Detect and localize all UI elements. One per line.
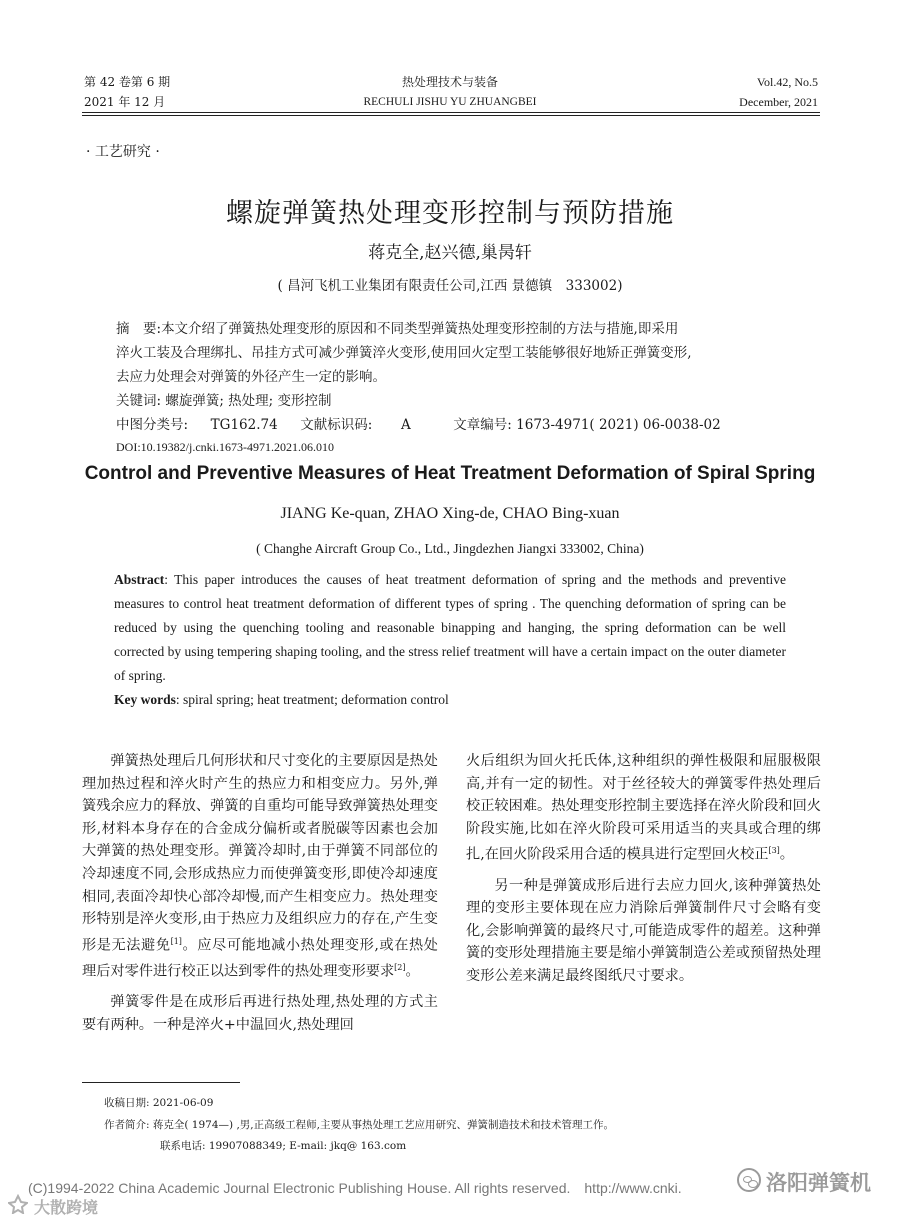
authors-cn: 蒋克全,赵兴德,巢昺轩 <box>368 243 532 263</box>
abstract-cn-line-2: 淬火工装及合理绑扎、吊挂方式可减少弹簧淬火变形,使用回火定型工装能够很好地矫正弹簧变形, <box>116 345 692 361</box>
citation-3: [3] <box>768 846 780 856</box>
article-number-label: 文章编号: <box>453 417 512 433</box>
body-left-paragraph-2: 弹簧零件是在成形后再进行热处理,热处理的方式主要有两种。一种是淬火+中温回火,热处理回 <box>82 994 438 1033</box>
citation-1: [1] <box>170 936 182 946</box>
journal-name-en: RECHULI JISHU YU ZHUANGBEI <box>363 96 537 108</box>
keywords-en-label: Key words <box>114 692 176 707</box>
title-en: Control and Preventive Measures of Heat Treatment Deformation of Spiral Spring <box>84 463 816 484</box>
article-number: 1673-4971( 2021) 06-0038-02 <box>516 417 721 433</box>
abstract-cn-label: 摘 要: <box>116 321 162 337</box>
abstract-en-label: Abstract <box>114 572 165 587</box>
wechat-icon <box>737 1168 761 1192</box>
keywords-cn: 关键词: 螺旋弹簧; 热处理; 变形控制 <box>116 393 332 409</box>
affiliation-en: ( Changhe Aircraft Group Co., Ltd., Jingdezhen Jiangxi 333002, China) <box>256 541 644 556</box>
watermark-right: 洛阳弹簧机 <box>766 1171 871 1195</box>
body-right-paragraph-1 <box>466 750 821 867</box>
citation-2: [2] <box>394 963 406 973</box>
abstract-cn-line-1: 本文介绍了弹簧热处理变形的原因和不同类型弹簧热处理变形控制的方法与措施,即采用 <box>161 321 679 337</box>
copyright-notice: (C)1994-2022 China Academic Journal Electronic Publishing House. All rights reserved. http://www.cnki. <box>28 1180 682 1196</box>
authors-en: JIANG Ke-quan, ZHAO Xing-de, CHAO Bing-xuan <box>280 505 620 522</box>
body-right-column <box>466 750 821 988</box>
volume-date: December, 2021 <box>739 95 818 109</box>
footnote-author: 作者简介: 蒋克全( 1974—) ,男,正高级工程师,主要从事热处理工艺应用研究、弹簧制造技术和技术管理工作。 <box>104 1119 614 1131</box>
section-label: · 工艺研究 · <box>86 144 160 160</box>
classification-line <box>116 413 816 437</box>
abstract-en-text: : This paper introduces the causes of heat treatment deformation of spring and the methods and preventive measures to control heat treatment deformation of different types of spring . The quenching deformation of spring can be reduced by using the quenching tooling and reasonable binapping and hanging, the spring deformation can be well corrected by using tempering shaping tooling, and the stress relief treatment will have a certain impact on the outer diameter of spring. <box>114 572 786 683</box>
affiliation-cn: ( 昌河飞机工业集团有限责任公司,江西 景德镇 333002) <box>277 278 623 294</box>
doc-code: A <box>400 417 411 433</box>
body-right-p1-text: 火后组织为回火托氏体,这种组织的弹性极限和屈服极限高,并有一定的韧性。对于丝径较大的弹簧零件热处理后校正较困难。热处理变形控制主要选择在淬火阶段和回火阶段实施,比如在淬火阶段可采用适当的夹具或合理的绑扎,在回火阶段采用合适的模具进行定型回火校正 <box>466 753 821 864</box>
watermark-left: 大散跨境 <box>34 1198 99 1217</box>
issue-number: 第 42 卷第 6 期 <box>84 75 171 89</box>
abstract-en <box>114 568 786 688</box>
doi: DOI:10.19382/j.cnki.1673-4971.2021.06.010 <box>116 440 334 454</box>
journal-name-cn: 热处理技术与装备 <box>401 75 498 89</box>
clc-code: TG162.74 <box>210 417 278 433</box>
footnote-contact: 联系电话: 19907088349; E-mail: jkq@ 163.com <box>160 1140 407 1152</box>
clc-label: 中图分类号: <box>116 417 189 433</box>
keywords-en-text: : spiral spring; heat treatment; deformation control <box>175 692 449 707</box>
doc-code-label: 文献标识码: <box>300 417 373 433</box>
issue-date: 2021 年 12 月 <box>84 95 166 109</box>
body-left-paragraph-1 <box>82 750 438 983</box>
volume-number: Vol.42, No.5 <box>756 75 818 89</box>
header-rule-2 <box>82 115 820 116</box>
abstract-cn-line-3: 去应力处理会对弹簧的外径产生一定的影响。 <box>116 369 386 385</box>
keywords-en <box>114 688 786 712</box>
footnote-received: 收稿日期: 2021-06-09 <box>104 1097 214 1109</box>
footnote-rule <box>82 1082 240 1083</box>
brand-logo-icon <box>8 1194 28 1214</box>
body-left-p1b-text: 。应尽可能地减小热处理变形,或在热处理后对零件进行校正以达到零件的热处理变形要求 <box>82 937 438 980</box>
body-left-p1-text: 弹簧热处理后几何形状和尺寸变化的主要原因是热处理加热过程和淬火时产生的热应力和相变应力。另外,弹簧残余应力的释放、弹簧的自重均可能导致弹簧热处理变形,材料本身存在的合金成分偏析或者脱碳等因素也会加大弹簧的热处理变形。弹簧冷却时,由于弹簧不同部位的冷却速度不同,会形成热应力而使弹簧变形,即使冷却速度相同,表面冷却快心部冷却慢,而产生相变应力。热处理变形特别是淬火变形,由于热应力及组织应力的存在,产生变形是无法避免 <box>82 753 438 954</box>
body-right-p1b-text: 。 <box>779 847 794 864</box>
title-cn: 螺旋弹簧热处理变形控制与预防措施 <box>226 198 674 229</box>
body-left-p1c-text: 。 <box>405 963 420 980</box>
header-rule <box>82 112 820 113</box>
body-left-column <box>82 750 438 1037</box>
body-right-paragraph-2: 另一种是弹簧成形后进行去应力回火,该种弹簧热处理的变形主要体现在应力消除后弹簧制件尺寸会略有变化,会影响弹簧的最终尺寸,可能造成零件的超差。这种弹簧的变形处理措施主要是缩小弹簧制造公差或预留热处理变形公差来满足最终图纸尺寸要求。 <box>466 877 821 985</box>
abstract-cn <box>116 317 796 389</box>
